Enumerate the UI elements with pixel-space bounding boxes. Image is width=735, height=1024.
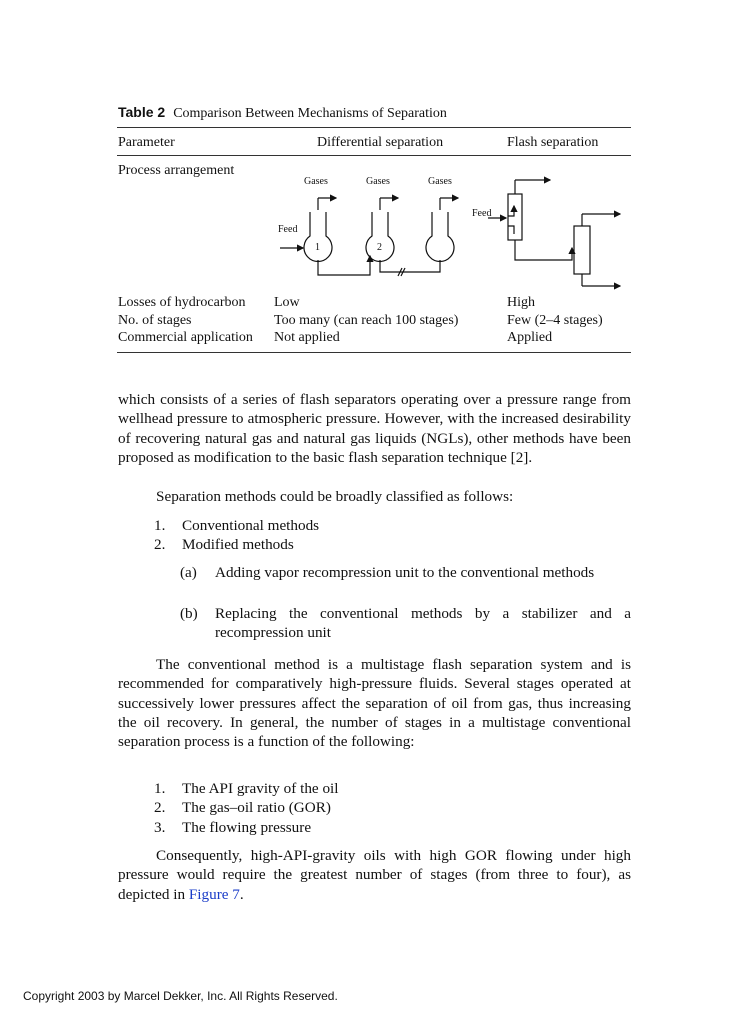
paragraph-1: which consists of a series of flash separators operating over a pressure range from wellhead pressure to atmospheric pressure. However, with the increased desirability of recovering natural gas and natural gas liquids (NGLs), other methods have been proposed as modification to the basic flash separation technique [2].: [118, 391, 631, 466]
table-caption: [118, 104, 447, 122]
separator-vessel-2: [366, 198, 398, 261]
process-diagram: [270, 168, 632, 296]
table-row-2-flash: Few (2–4 stages): [507, 313, 603, 328]
copyright-notice: Copyright 2003 by Marcel Dekker, Inc. All Rights Reserved.: [23, 989, 338, 1003]
flash-vessel-2: [574, 214, 620, 286]
vessel-number-1: 1: [315, 242, 320, 253]
feed-label-differential: Feed: [278, 224, 298, 235]
table-top-rule: [117, 127, 631, 128]
table-row-2-param: No. of stages: [118, 313, 192, 328]
separator-vessel-3: [426, 198, 458, 261]
table-row-3-param: Commercial application: [118, 330, 253, 345]
vessel-number-2: 2: [377, 242, 382, 253]
table-bottom-rule: [117, 352, 631, 353]
flash-vessel-1: [508, 180, 550, 240]
feed-label-flash: Feed: [472, 208, 492, 219]
table-title: Comparison Between Mechanisms of Separation: [173, 106, 447, 121]
paragraph-4: Consequently, high-API-gravity oils with high GOR flowing under high pressure would require the greatest number of stages (from three to four), as depicted in Figure 7.: [118, 847, 631, 903]
table-header-rule: [117, 155, 631, 156]
header-differential: Differential separation: [317, 135, 444, 150]
sub-list-item: (b) Replacing the conventional methods by a stabilizer and a recompression unit: [180, 605, 631, 642]
table-row-1-diff: Low: [274, 295, 300, 310]
figure-7-link[interactable]: Figure 7: [188, 885, 240, 903]
gases-label-3: Gases: [428, 176, 452, 187]
table-row-3-diff: Not applied: [274, 330, 340, 345]
table-row-1-flash: High: [507, 295, 535, 310]
header-flash: Flash separation: [507, 135, 599, 150]
paragraph-3: The conventional method is a multistage flash separation system and is recommended for comparatively high-pressure fluids. Several stages operated at successively lower pressures affect the separation of oil from gas, thus increasing the oil recovery. In general, the number of stages in a multistage conventional separation process is a function of the following:: [118, 656, 631, 751]
table-row-1-param: Losses of hydrocarbon: [118, 295, 246, 310]
process-arrangement-label: Process arrangement: [118, 163, 235, 178]
table-label: Table 2: [118, 104, 166, 120]
paragraph-2: Separation methods could be broadly classified as follows:: [156, 488, 514, 505]
gases-label-2: Gases: [366, 176, 390, 187]
header-parameter: Parameter: [118, 135, 175, 150]
document-page: Table 2 Comparison Between Mechanisms of Separation Parameter Differential separation Flash separation Process arrangement Gases Gases Gases Feed Feed 1 2 Losses of hydrocarbon Low High No. of stages Too many (can reach 100 stages) Few (2–4 stages) Commercial application Not applied Applied which consists of a series of flash separators operating over a pressure range from wellhead pressure to atmospheric pressure. However, with the increased desirability of recovering natural gas and natural gas liquids (NGLs), other methods have been proposed as modification to the basic flash separation technique [2]. Separation methods could be broadly classified as follows: 1. Conventional methods 2. Modified methods (a) Adding vapor recompression unit to the conventional methods (b) Replacing the conventional methods by a stabilizer and a recompression unit The conventional method is a multistage flash separation system and is recommended for comparatively high-pressure fluids. Several stages operated at successively lower pressures affect the separation of oil from gas, thus increasing the oil recovery. In general, the number of stages in a multistage conventional separation process is a function of the following: 1. The API gravity of the oil 2. The gas–oil ratio (GOR) 3. The flowing pressure Consequently, high-API-gravity oils with high GOR flowing under high pressure would require the greatest number of stages (from three to four), as depicted in Figure 7. Copyright 2003 by Marcel Dekker, Inc. All Rights Reserved.: [23, 104, 631, 1003]
table-row-3-flash: Applied: [507, 330, 553, 345]
separator-vessel-1: [304, 198, 336, 261]
sub-list-item: (a) Adding vapor recompression unit to the conventional methods: [180, 564, 595, 581]
gases-label-1: Gases: [304, 176, 328, 187]
table-row-2-diff: Too many (can reach 100 stages): [274, 313, 459, 328]
